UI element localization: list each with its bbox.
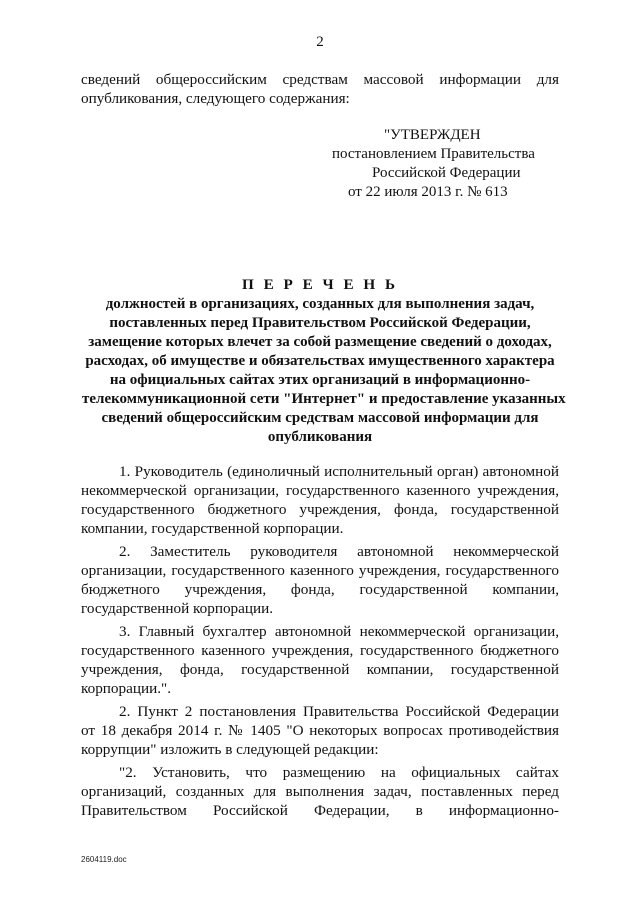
subtitle-line: расходах, об имуществе и обязательствах имущественного характера [85,353,555,369]
approval-line: от 22 июля 2013 г. № 613 [348,184,508,200]
item-line: 2. Пункт 2 постановления Правительства Российской Федерации [119,703,559,720]
file-name-footer: 2604119.doc [81,855,127,864]
item-line: корпорации.". [81,680,172,697]
page-number: 2 [316,34,324,50]
subtitle-line: должностей в организациях, созданных для выполнения задач, [105,296,535,312]
item-line: бюджетного учреждения, фонда, государственной компании, [81,581,559,598]
list-item [81,542,559,618]
item-line: организации, государственного казенного учреждения, государственного [81,562,559,579]
intro-paragraph [81,70,559,108]
item-line: 2. Заместитель руководителя автономной некоммерческой [119,543,559,560]
item-line: Правительством Российской Федерации, в информационно- [81,802,559,819]
item-line: 1. Руководитель (единоличный исполнительный орган) автономной [119,463,559,480]
list-item [81,763,559,820]
item-line: государственной корпорации. [81,600,274,617]
item-line: некоммерческой организации, государственного казенного учреждения, [81,482,559,499]
subtitle-line: опубликования [267,429,373,445]
item-line: государственного бюджетного учреждения, фонда, государственной [81,501,559,518]
intro-line: сведений общероссийским средствам массовой информации для [81,71,559,88]
list-subtitle [82,295,566,447]
item-line: государственного казенного учреждения, государственного бюджетного [81,642,559,659]
document-items [81,462,559,824]
list-item [81,702,559,759]
item-line: коррупции" изложить в следующей редакции: [81,741,379,758]
approval-title: "УТВЕРЖДЕН [384,127,481,143]
list-item [81,462,559,538]
item-line: компании, государственной корпорации. [81,520,344,537]
list-title: П Е Р Е Ч Е Н Ь [241,276,399,293]
approval-line: постановлением Правительства [332,146,535,162]
item-line: организаций, созданных для выполнения задач, поставленных перед [81,783,559,800]
subtitle-line: замещение которых влечет за собой размещение сведений о доходах, [88,334,552,350]
item-line: 3. Главный бухгалтер автономной некоммерческой организации, [119,623,559,640]
item-line: учреждения, фонда, государственной компании, государственной [81,661,559,678]
subtitle-line: на официальных сайтах этих организаций в информационно- [109,372,531,388]
subtitle-line: телекоммуникационной сети "Интернет" и предоставление указанных [82,391,566,407]
item-line: от 18 декабря 2014 г. № 1405 "О некоторых вопросах противодействия [81,722,559,739]
approval-line: Российской Федерации [372,165,521,181]
item-line: "2. Установить, что размещению на официальных сайтах [119,764,559,781]
list-item [81,622,559,698]
approval-stamp [320,126,560,202]
subtitle-line: поставленных перед Правительством Российской Федерации, [109,315,531,331]
intro-line: опубликования, следующего содержания: [81,90,350,107]
subtitle-line: сведений общероссийским средствам массовой информации для [101,410,539,426]
